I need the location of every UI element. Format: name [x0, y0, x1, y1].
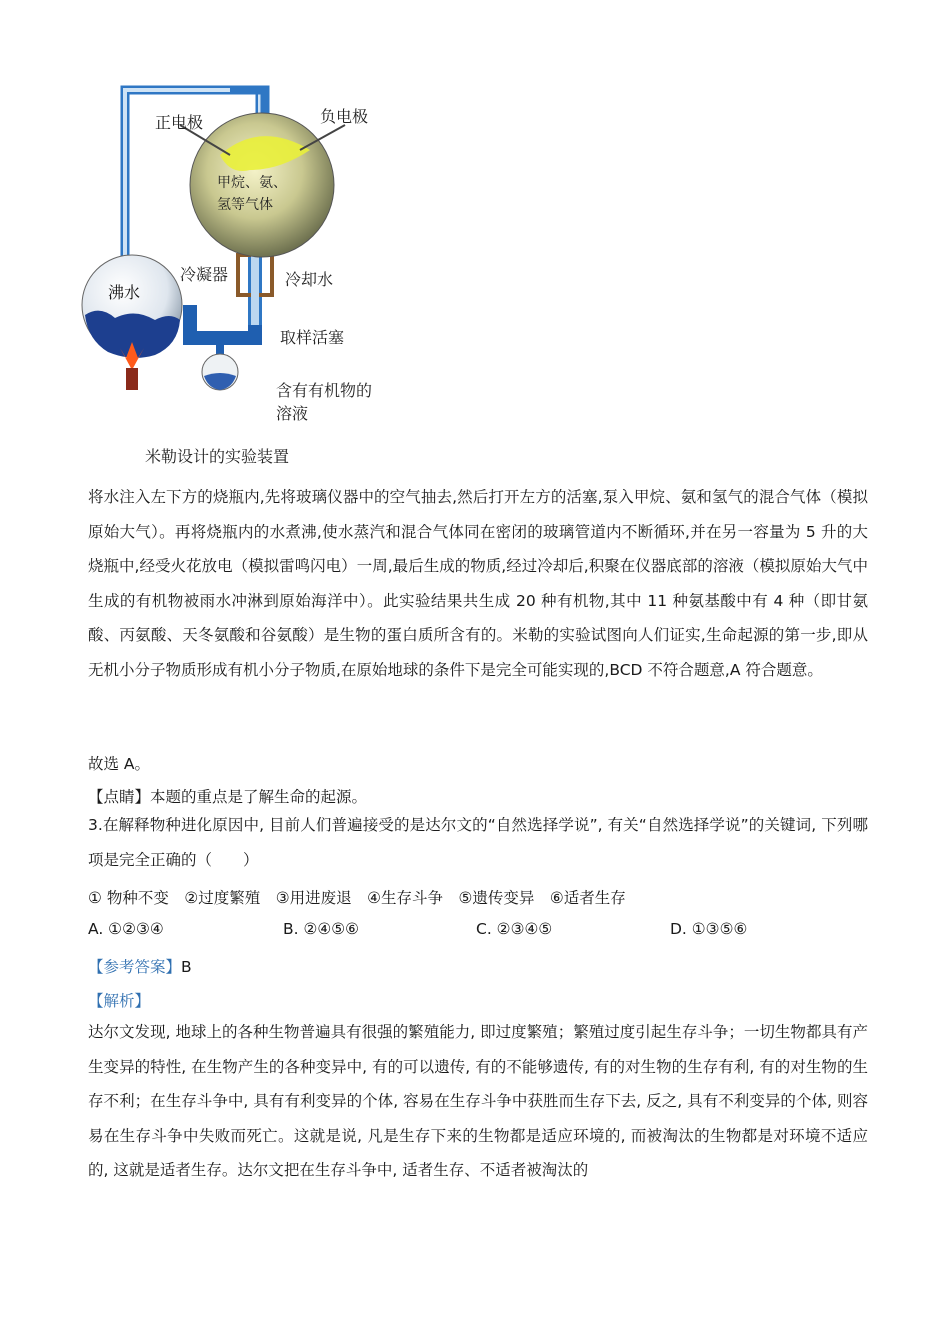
sampling-valve-label: 取样活塞 [280, 328, 345, 347]
positive-electrode-label: 正电极 [155, 113, 204, 132]
option-c: C. ②③④⑤ [476, 920, 553, 938]
analysis-label: 【解析】 [88, 992, 151, 1010]
reference-answer [88, 955, 192, 977]
answer-choice: 故选 A。 [88, 755, 151, 773]
question-3: 3.在解释物种进化原因中, 目前人们普遍接受的是达尔文的“自然选择学说”, 有关“自然选择学说”的关键词, 下列哪项是完全正确的（ ） [88, 816, 868, 869]
analysis-paragraph: 达尔文发现, 地球上的各种生物普遍具有很强的繁殖能力, 即过度繁殖；繁殖过度引起生存斗争；一切生物都具有产生变异的特性, 在生物产生的各种变异中, 有的可以遗传, 有的不能够遗传, 有的对生物的生存有利, 有的对生物的生存不利；在生存斗争中, 具有有利变异的个体, 容易在生存斗争中获胜而生存下去, 反之, 具有不利变异的个体, 则容易在生存斗争中失败而死亡。这就是说, 凡是生存下来的生物都是适应环境的, 而被淘汰的生物都是对环境不适应的, 这就是适者生存。达尔文把在生存斗争中, 适者生存、不适者被淘汰的 [88, 1023, 868, 1180]
solution-label-line1: 含有有机物的 [276, 381, 373, 400]
solution-label-line2: 溶液 [276, 404, 309, 423]
condenser-label: 冷凝器 [180, 265, 229, 284]
bottom-tube [190, 305, 255, 338]
explanation-paragraph: 将水注入左下方的烧瓶内,先将玻璃仪器中的空气抽去,然后打开左方的活塞,泵入甲烷、氨和氢气的混合气体（模拟原始大气）。再将烧瓶内的水煮沸,使水蒸汽和混合气体同在密闭的玻璃管道内不断循环,并在另一容量为 5 升的大烧瓶中,经受火花放电（模拟雷鸣闪电）一周,最后生成的物质,经过冷却后,积聚在仪器底部的溶液（模拟原始大气中生成的有机物被雨水冲淋到原始海洋中）。此实验结果共生成 20 种有机物,其中 11 种氨基酸中有 4 种（即甘氨酸、丙氨酸、天冬氨酸和谷氨酸）是生物的蛋白质所含有的。米勒的实验试图向人们证实,生命起源的第一步,即从无机小分子物质形成有机小分子物质,在原始地球的条件下是完全可能实现的,BCD 不符合题意,A 符合题意。 [88, 488, 868, 679]
reference-answer-label: 【参考答案】 [88, 958, 182, 976]
option-b: B. ②④⑤⑥ [283, 920, 360, 938]
cooling-water-label: 冷却水 [285, 270, 334, 289]
negative-electrode-label: 负电极 [320, 107, 369, 126]
gas-label-line1: 甲烷、氨、 [217, 175, 287, 191]
dianjing-note: 【点睛】本题的重点是了解生命的起源。 [88, 788, 368, 806]
reference-answer-value: B [181, 958, 192, 976]
option-a: A. ①②③④ [88, 920, 164, 938]
keyword-list: ① 物种不变 ②过度繁殖 ③用进废退 ④生存斗争 ⑤遗传变异 ⑥适者生存 [88, 889, 626, 907]
gas-label-line2: 氢等气体 [217, 197, 273, 213]
miller-apparatus-diagram [80, 80, 410, 425]
apparatus-drawing [80, 80, 410, 425]
boiling-water-label: 沸水 [108, 283, 141, 302]
option-d: D. ①③⑤⑥ [670, 920, 748, 938]
diagram-caption: 米勒设计的实验装置 [145, 447, 290, 466]
